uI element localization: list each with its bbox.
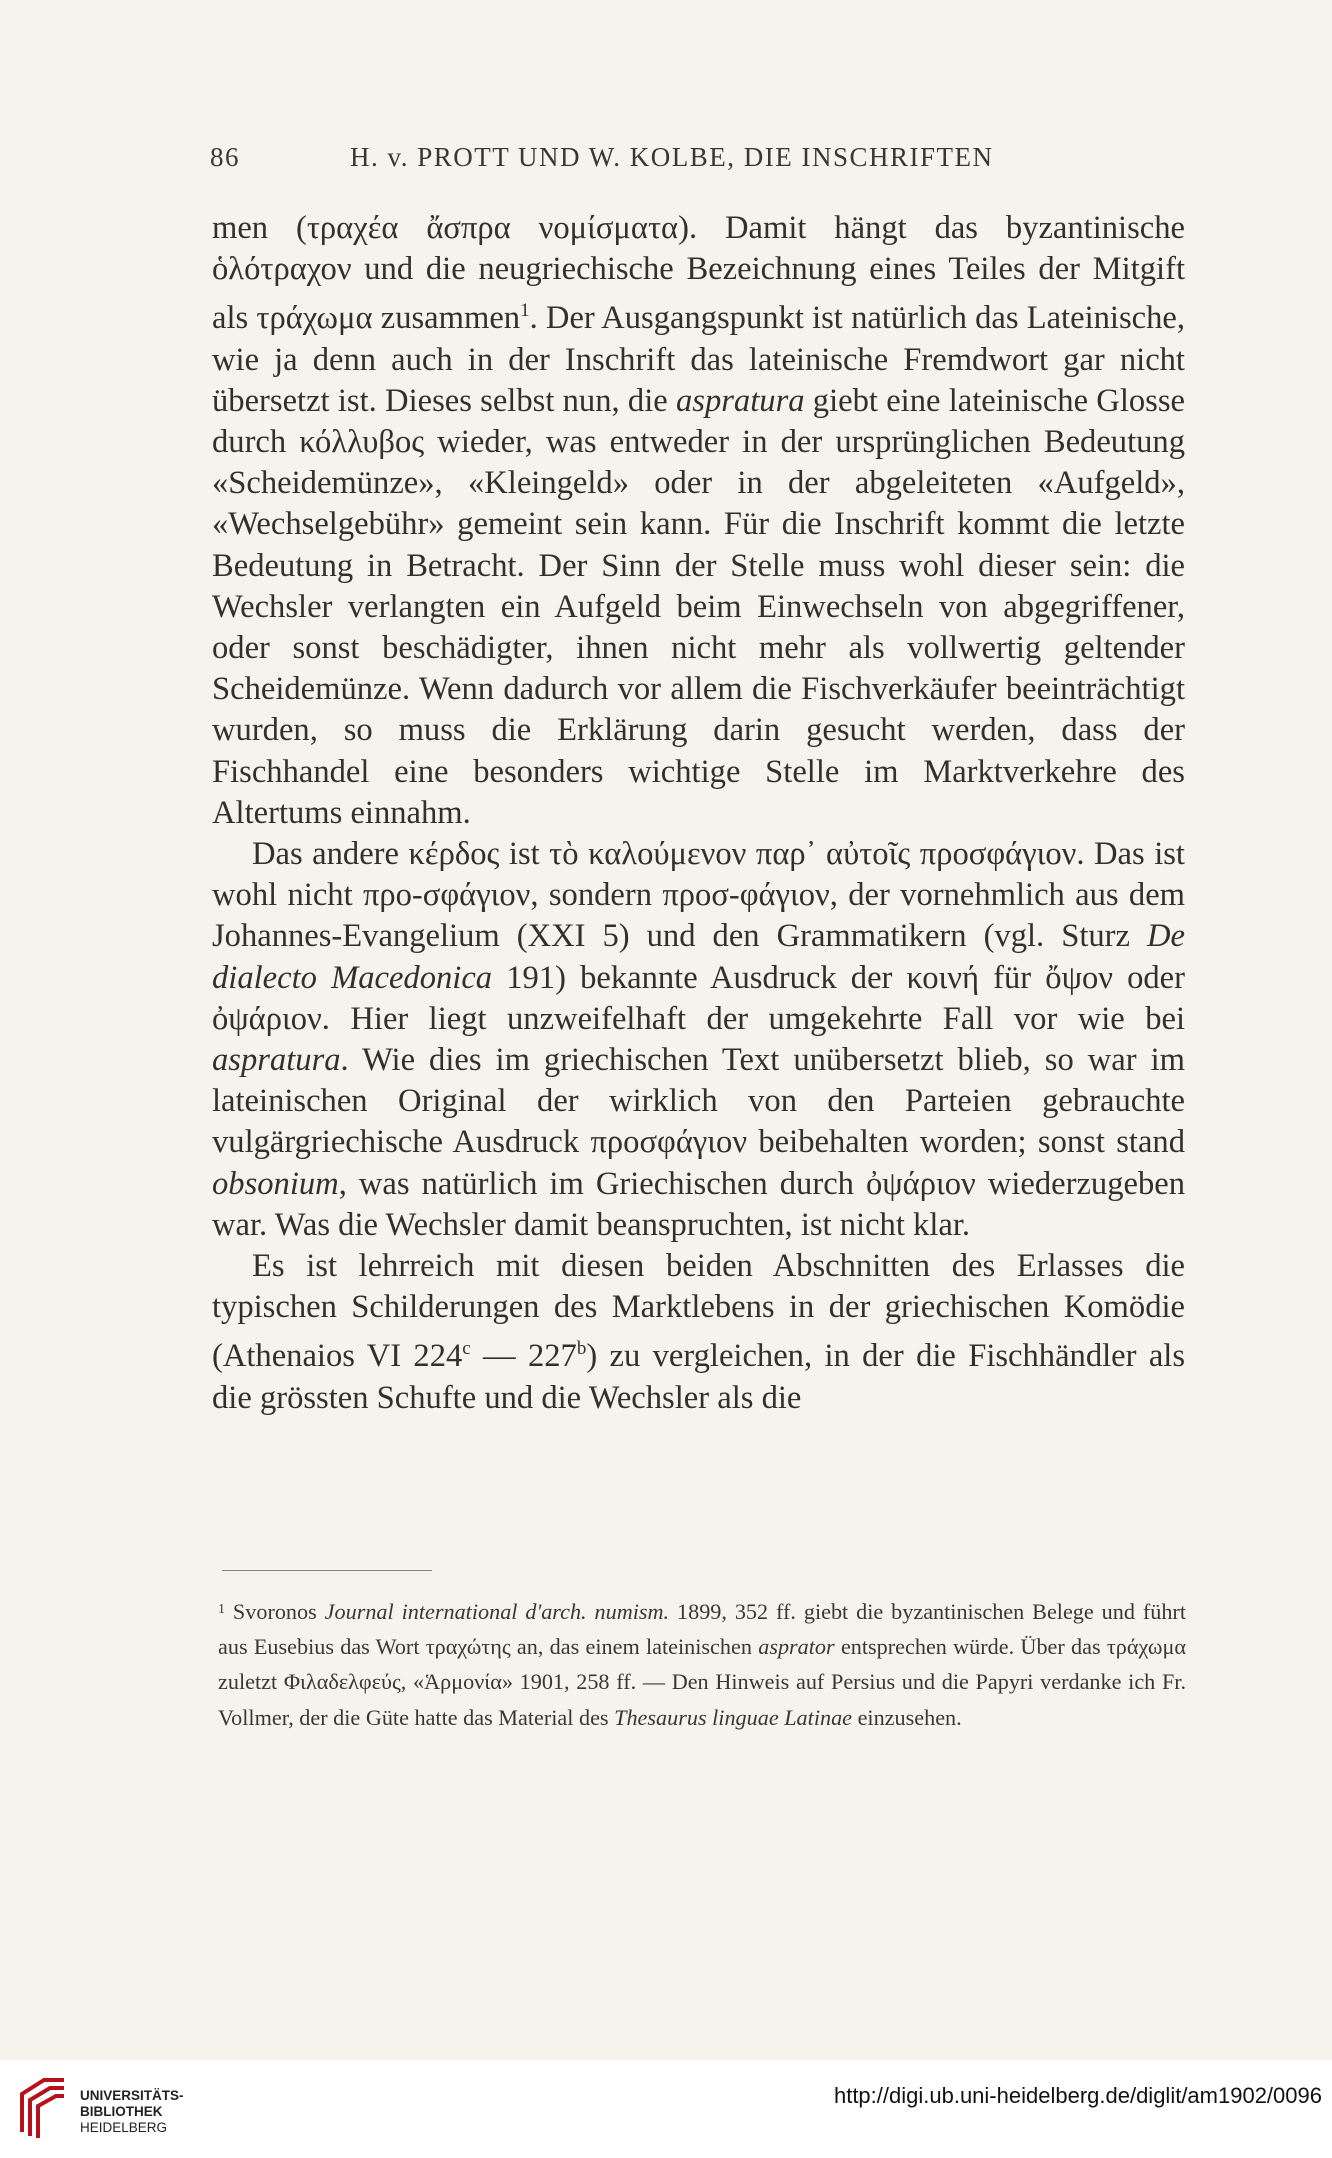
text-span: Es ist lehrreich mit diesen beiden Abschnitten des Erlasses die typischen Schilderungen des Marktlebens in der griechischen Komödie (Athenaios VI 224 xyxy=(212,1248,1185,1375)
viewer-footer xyxy=(0,2060,1332,2158)
italic-term: aspratura xyxy=(212,1042,341,1079)
text-span: men (τραχέα ἄσπρα νομίσματα). Damit hängt das byzantinische ὁλότραχον und die neugriechische Bezeichnung eines Teiles der Mitgift als τράχωμα zusammen xyxy=(212,210,1185,337)
text-span: . Wie dies im griechischen Text unübersetzt blieb, so war im lateinischen Original der wirklich von den Parteien gebrauchte vulgärgriechische Ausdruck προσφάγιον beibehalten worden; sonst stand xyxy=(212,1042,1185,1161)
italic-title: Journal international d'arch. numism. xyxy=(324,1599,670,1624)
italic-title: De dialecto Macedonica xyxy=(212,918,1185,996)
institution-line: BIBLIOTHEK xyxy=(80,2104,163,2119)
institution-name xyxy=(80,2088,184,2136)
paragraph-3 xyxy=(212,1246,1185,1419)
footnote-reference: 1 xyxy=(520,300,530,322)
text-span: , was natürlich im Griechischen durch ὀψάριον wiederzugeben war. Was die Wechsler damit beanspruchten, ist nicht klar. xyxy=(212,1165,1185,1243)
text-span: giebt eine lateinische Glosse durch κόλλυβος wieder, was entweder in der ursprünglichen Bedeutung «Scheidemünze», «Kleingeld» oder in der abgeleiteten «Aufgeld», «Wechselgebühr» gemeint sein kann. Für die Inschrift kommt die letzte Bedeutung in Betracht. Der Sinn der Stelle muss wohl dieser sein: die Wechsler verlangten ein Aufgeld beim Einwechseln von abgegriffener, oder sonst beschädigter, ihnen nicht mehr als vollwertig geltender Scheidemünze. Wenn dadurch vor allem die Fischverkäufer beeinträchtigt wurden, so muss die Erklärung darin gesucht werden, dass der Fischhandel eine besonders wichtige Stelle im Marktverkehre des Altertums einnahm. xyxy=(212,382,1185,831)
italic-title: Thesaurus linguae Latinae xyxy=(614,1704,853,1730)
text-span: 1899, 352 ff. giebt die byzantinischen Belege und führt aus Eusebius das Wort τραχώτης an, das einem lateinischen xyxy=(218,1599,1186,1660)
library-logo-icon xyxy=(14,2072,72,2142)
paragraph-2 xyxy=(212,834,1185,1246)
italic-term: aspratura xyxy=(676,382,805,419)
page-number: 86 xyxy=(210,142,240,172)
text-span: einzusehen. xyxy=(852,1704,962,1730)
superscript: c xyxy=(462,1338,471,1360)
paragraph-1 xyxy=(212,208,1185,834)
text-span: — 227 xyxy=(470,1338,577,1375)
superscript: b xyxy=(576,1338,587,1360)
text-span: entsprechen würde. Über das τράχωμα zuletzt Φιλαδελφεύς, «Ἁρμονία» 1901, 258 ff. — Den Hinweis auf Persius und die Papyri verdanke ich Fr. Vollmer, der die Güte hatte das Material des xyxy=(218,1634,1186,1730)
text-span: . Der Ausgangspunkt ist natürlich das Lateinische, wie ja denn auch in der Inschrift das lateinische Fremdwort gar nicht übersetzt ist. Dieses selbst nun, die xyxy=(212,300,1185,419)
footnote xyxy=(218,1592,1186,1735)
text-span: 191) bekannte Ausdruck der κοινή für ὄψον oder ὀψάριον. Hier liegt unzweifelhaft der umgekehrte Fall vor wie bei xyxy=(212,959,1185,1037)
text-span: Das andere κέρδος ist τὸ καλούμενον παρ᾽ αὐτοῖς προσφάγιον. Das ist wohl nicht προ-σφάγιον, sondern προσ-φάγιον, der vornehmlich aus dem Johannes-Evangelium (XXI 5) und den Grammatikern (vgl. Sturz xyxy=(212,836,1185,955)
running-title: H. v. PROTT UND W. KOLBE, DIE INSCHRIFTEN xyxy=(350,142,994,172)
institution-line: UNIVERSITÄTS- xyxy=(80,2088,184,2103)
footnote-divider xyxy=(222,1570,432,1571)
text-span: Svoronos xyxy=(225,1599,325,1624)
source-url-link[interactable]: http://digi.ub.uni-heidelberg.de/diglit/am1902/0096 xyxy=(833,2083,1322,2108)
text-span: ) zu vergleichen, in der die Fischhändler als die grössten Schufte und die Wechsler als die xyxy=(212,1338,1186,1416)
italic-term: obsonium xyxy=(212,1165,339,1202)
main-text xyxy=(212,208,1185,1419)
institution-line: HEIDELBERG xyxy=(80,2120,168,2135)
footnote-mark: 1 xyxy=(218,1602,225,1617)
italic-term: asprator xyxy=(758,1634,835,1660)
